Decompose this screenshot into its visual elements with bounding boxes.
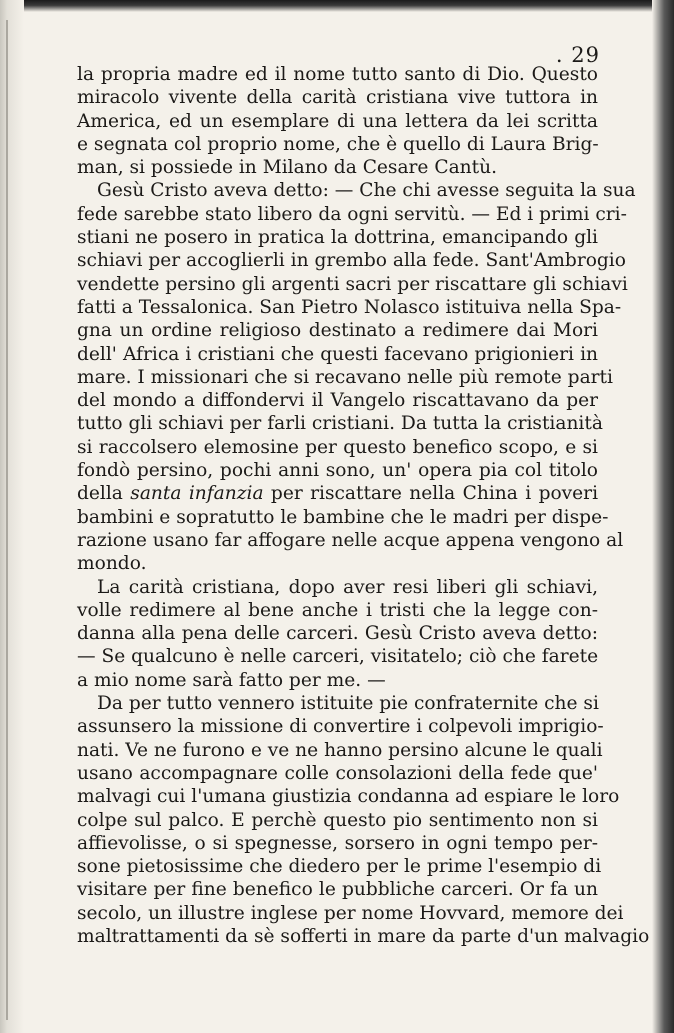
text-line: danna alla pena delle carceri. Gesù Cristo aveva detto: [77,623,598,645]
text-line: La carità cristiana, dopo aver resi liberi gli schiavi, [97,576,598,598]
text-line: malvagi cui l'umana giustizia condanna ad espiare le loro [77,786,620,808]
text-line: a mio nome sarà fatto per me. — [77,669,386,691]
paragraph [77,576,598,692]
text-line: tutto gli schiavi per farli cristiani. Da tutta la cristianità [77,413,603,435]
paragraph [77,179,636,575]
text-line: la propria madre ed il nome tutto santo di Dio. Questo [77,64,598,85]
body-text [77,63,650,948]
text-line: gna un ordine religioso destinato a redimere dai Mori [77,320,598,342]
text-line: dell' Africa i cristiani che questi facevano prigionieri in [77,343,598,365]
paragraph [77,63,598,179]
top-scan-shadow [0,0,674,12]
text-line: affievolisse, o si spegnesse, sorsero in ogni tempo per- [77,832,598,854]
page-right-edge [652,0,674,1033]
text-line: bambini e sopratutto le bambine che le madri per dispe- [77,506,609,528]
text-line: fondò persino, pochi anni sono, un' opera pia col titolo [77,460,598,482]
text-line: fede sarebbe stato libero da ogni servitù. — Ed i primi cri- [77,203,627,225]
text-line: razione usano far affogare nelle acque appena vengono al [77,529,624,551]
page-number-value: 29 [571,43,600,67]
text-line: si raccolsero elemosine per questo benefico scopo, e si [77,436,598,458]
text-line: mare. I missionari che si recavano nelle più remote parti [77,366,613,388]
text-line: assunsero la missione di convertire i colpevoli imprigio- [77,716,604,738]
text-line: miracolo vivente della carità cristiana vive tuttora in [77,87,598,109]
text-line: usano accompagnare colle consolazioni della fede que' [77,762,598,784]
paragraph [77,692,650,948]
text-line: volle redimere al bene anche i tristi che la legge con- [77,599,598,621]
text-line: Gesù Cristo aveva detto: — Che chi avesse seguita la sua [97,180,636,202]
text-line: stiani ne posero in pratica la dottrina, emancipando gli [77,227,598,249]
text-line: della santa infanzia per riscattare nella China i poveri [77,483,599,505]
text-line: secolo, un illustre inglese per nome Hovvard, memore dei [77,902,624,924]
text-line: — Se qualcuno è nelle carceri, visitatelo; ciò che farete [77,646,599,668]
page-number-dot: . [555,43,564,67]
text-line: vendette persino gli argenti sacri per riscattare gli schiavi [77,273,628,295]
text-line: schiavi per accoglierli in grembo alla fede. Sant'Ambrogio [77,250,626,272]
text-line: fatti a Tessalonica. San Pietro Nolasco istituiva nella Spa- [77,296,622,318]
text-line: maltrattamenti da sè sofferti in mare da parte d'un malvagio [77,925,650,947]
text-line: colpe sul palco. E perchè questo pio sentimento non si [77,809,598,831]
text-line: Da per tutto vennero istituite pie confraternite che si [97,693,599,715]
text-line: man, si possiede in Milano da Cesare Cantù. [77,157,497,179]
text-line: mondo. [77,553,147,575]
italic-phrase: santa infanzia [130,483,264,505]
text-line: sone pietosissime che diedero per le prime l'esempio di [77,856,602,878]
text-line: e segnata col proprio nome, che è quello di Laura Brig- [77,133,599,155]
text-line: visitare per fine benefico le pubbliche carceri. Or fa un [77,879,598,901]
text-line: del mondo a diffondervi il Vangelo riscattavano da per [77,390,598,412]
text-line: America, ed un esemplare di una lettera da lei scritta [77,110,598,132]
text-line: nati. Ve ne furono e ve ne hanno persino alcune le quali [77,739,603,761]
page-binding-edge [0,0,24,1033]
